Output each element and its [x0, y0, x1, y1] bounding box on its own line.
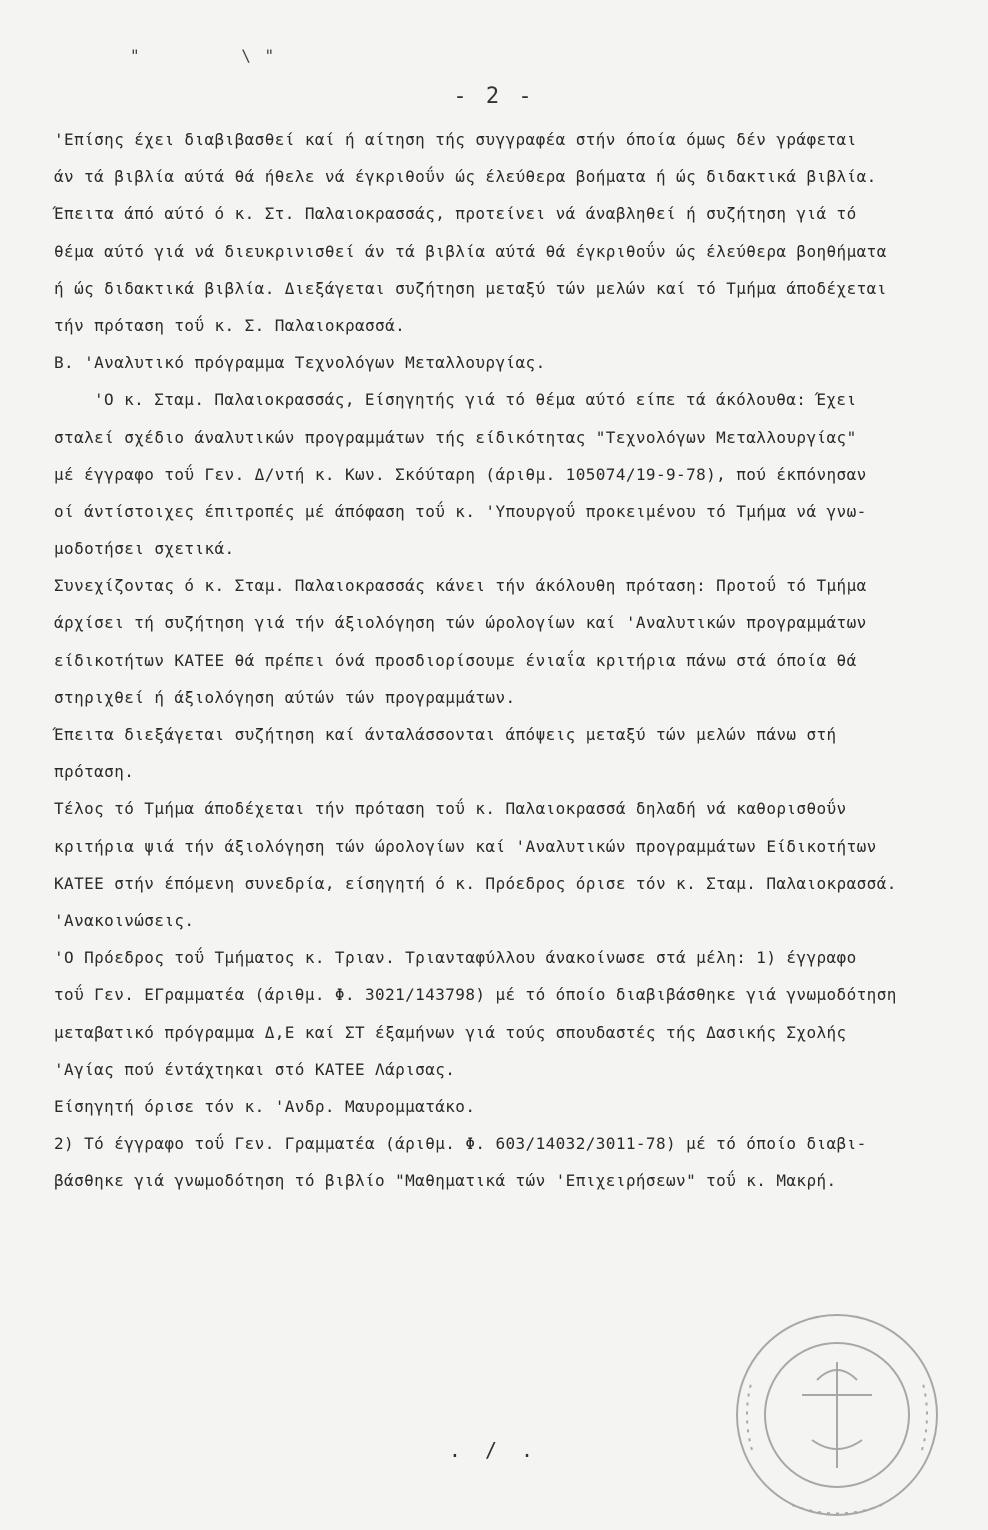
text-line: άρχίσει τή συζήτηση γιά τήν άξιολόγηση τών ώρολογίων καί 'Αναλυτικών προγραμμάτων — [54, 613, 867, 633]
official-seal-icon — [722, 1300, 952, 1530]
text-line: 2) Τό έγγραφο τοΰ Γεν. Γραμματέα (άριθμ. Φ. 603/14032/3011-78) μέ τό όποίο διαβι- — [54, 1134, 867, 1154]
text-line: 'Ο κ. Σταμ. Παλαιοκρασσάς, Είσηγητής γιά τό θέμα αύτό είπε τά άκόλουθα: Έχει — [94, 390, 857, 410]
text-line: τοΰ Γεν. ΕΓραμματέα (άριθμ. Φ. 3021/143798) μέ τό όποίο διαβιβάσθηκε γιά γνωμοδότηση — [54, 985, 897, 1005]
announcements-heading: 'Ανακοινώσεις. — [54, 910, 195, 930]
text-line: θέμα αύτό γιά νά διευκρινισθεί άν τά βιβλία αύτά θά έγκριθοΰν ώς έλεύθερα βοηθήματα — [54, 241, 887, 261]
text-line: είδικοτήτων ΚΑΤΕΕ θά πρέπει όνά προσδιορίσουμε ένιαΐα κριτήρια πάνω στά όποία θά — [54, 650, 857, 670]
text-line: τήν πρόταση τοΰ κ. Σ. Παλαιοκρασσά. — [54, 315, 406, 335]
text-line: κριτήρια ψιά τήν άξιολόγηση τών ώρολογίων καί 'Αναλυτικών προγραμμάτων Είδικοτήτων — [54, 836, 877, 856]
text-line: στηριχθεί ή άξιολόγηση αύτών τών προγραμμάτων. — [54, 687, 516, 707]
text-line: Τέλος τό Τμήμα άποδέχεται τήν πρόταση τοΰ κ. Παλαιοκρασσά δηλαδή νά καθορισθοΰν — [54, 799, 847, 819]
section-heading: Β. 'Αναλυτικό πρόγραμμα Τεχνολόγων Μεταλλουργίας. — [54, 353, 546, 373]
top-handwritten-marks — [130, 46, 276, 65]
text-line: βάσθηκε γιά γνωμοδότηση τό βιβλίο "Μαθηματικά τών 'Επιχειρήσεων" τοΰ κ. Μακρή. — [54, 1171, 837, 1191]
text-line: οί άντίστοιχες έπιτροπές μέ άπόφαση τοΰ κ. 'Υπουργοΰ προκειμένου τό Τμήμα νά γνω- — [54, 501, 867, 521]
text-line: 'Αγίας πού έντάχτηκαι στό ΚΑΤΕΕ Λάρισας. — [54, 1059, 456, 1079]
text-line: 'Ο Πρόεδρος τοΰ Τμήματος κ. Τριαν. Τριανταφύλλου άνακοίνωσε στά μέλη: 1) έγγραφο — [54, 948, 857, 968]
text-line: άν τά βιβλία αύτά θά ήθελε νά έγκριθοΰν ώς έλεύθερα βοήματα ή ώς διδακτικά βιβλία. — [54, 167, 877, 187]
page-number: - 2 - — [453, 84, 535, 109]
mark-left: " — [130, 46, 142, 65]
text-line: πρόταση. — [54, 762, 135, 782]
text-line: μεταβατικό πρόγραμμα Δ,Ε καί ΣΤ έξαμήνων γιά τούς σπουδαστές τής Δασικής Σχολής — [54, 1022, 847, 1042]
text-line: ΚΑΤΕΕ στήν έπόμενη συνεδρία, είσηγητή ό κ. Πρόεδρος όρισε τόν κ. Σταμ. Παλαιοκρασσά. — [54, 873, 897, 893]
text-line: μέ έγγραφο τοΰ Γεν. Δ/ντή κ. Κων. Σκόύταρη (άριθμ. 105074/19-9-78), πού έκπόνησαν — [54, 464, 867, 484]
text-line: σταλεί σχέδιο άναλυτικών προγραμμάτων τής είδικότητας "Τεχνολόγων Μεταλλουργίας" — [54, 427, 857, 447]
text-line: 'Επίσης έχει διαβιβασθεί καί ή αίτηση τής συγγραφέα στήν όποία όμως δέν γράφεται — [54, 130, 857, 149]
text-line: Έπειτα διεξάγεται συζήτηση καί άνταλάσσονται άπόψεις μεταξύ τών μελών πάνω στή — [54, 725, 837, 744]
text-line: Είσηγητή όρισε τόν κ. 'Ανδρ. Μαυρομματάκο. — [54, 1096, 476, 1116]
continuation-mark: . / . — [448, 1438, 540, 1462]
text-line: ή ώς διδακτικά βιβλία. Διεξάγεται συζήτηση μεταξύ τών μελών καί τό Τμήμα άποδέχεται — [54, 278, 887, 298]
text-line: Συνεχίζοντας ό κ. Σταμ. Παλαιοκρασσάς κάνει τήν άκόλουθη πρόταση: Προτοΰ τό Τμήμα — [54, 576, 867, 596]
mark-right: \ " — [241, 46, 277, 65]
text-line: μοδοτήσει σχετικά. — [54, 539, 235, 559]
document-body — [54, 130, 959, 1208]
text-line: Έπειτα άπό αύτό ό κ. Στ. Παλαιοκρασσάς, προτείνει νά άναβληθεί ή συζήτηση γιά τό — [54, 204, 857, 224]
